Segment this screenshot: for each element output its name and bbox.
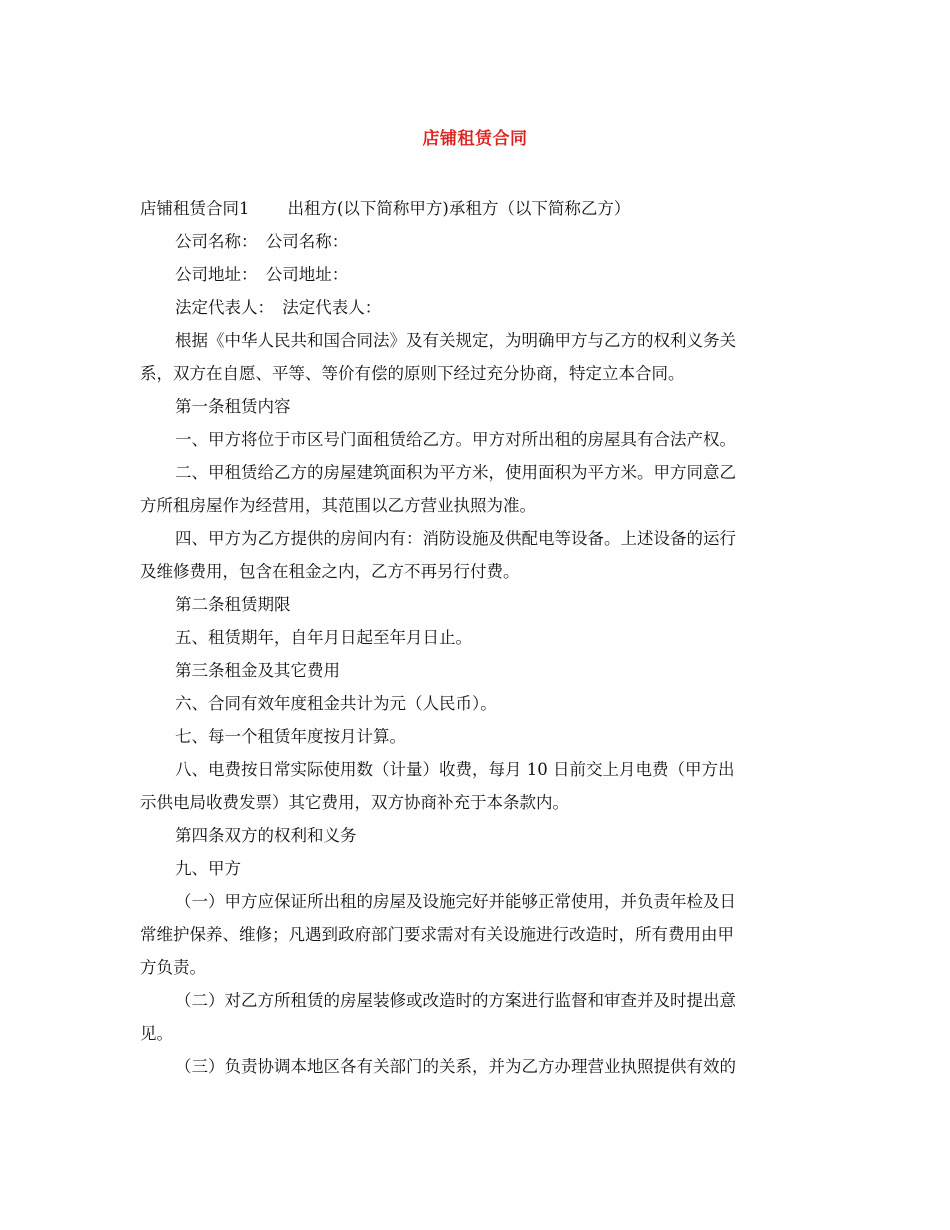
section-heading: 第四条双方的权利和义务: [175, 826, 357, 845]
section-heading: 第一条租赁内容: [175, 397, 291, 416]
document-header-line: [140, 192, 812, 225]
paragraph-line: 一、甲方将位于市区号门面租赁给乙方。甲方对所出租的房屋具有合法产权。: [175, 430, 736, 449]
paragraph-line: 五、租赁期年，自年月日起至年月日止。: [175, 628, 472, 647]
paragraph-line: 公司名称： 公司名称：: [175, 232, 349, 251]
paragraph-line: 六、合同有效年度租金共计为元（人民币）。: [175, 694, 497, 713]
section-heading: 第二条租赁期限: [175, 595, 291, 614]
document-body: [140, 192, 812, 1083]
paragraph-line: 示供电局收费发票）其它费用，双方协商补充于本条款内。: [140, 793, 569, 812]
paragraph-line: 方所租房屋作为经营用，其范围以乙方营业执照为准。: [140, 496, 536, 515]
paragraph-line: 九、甲方: [175, 859, 241, 878]
paragraph-line: 常维护保养、维修；凡遇到政府部门要求需对有关设施进行改造时，所有费用由甲: [140, 925, 734, 944]
paragraph-line: （一）甲方应保证所出租的房屋及设施完好并能够正常使用，并负责年检及日: [175, 892, 736, 911]
paragraph-line: 系，双方在自愿、平等、等价有偿的原则下经过充分协商，特定立本合同。: [140, 364, 685, 383]
paragraph-line: 八、电费按日常实际使用数（计量）收费，每月 10 日前交上月电费（甲方出: [175, 760, 735, 779]
paragraph-line: 二、甲租赁给乙方的房屋建筑面积为平方米，使用面积为平方米。甲方同意乙: [175, 463, 736, 482]
paragraph-line: 四、甲方为乙方提供的房间内有：消防设施及供配电等设备。上述设备的运行: [175, 529, 736, 548]
document-title: 店铺租赁合同: [422, 129, 528, 149]
paragraph-line: （三）负责协调本地区各有关部门的关系，并为乙方办理营业执照提供有效的: [175, 1057, 736, 1076]
paragraph-line: 七、每一个租赁年度按月计算。: [175, 727, 406, 746]
paragraph-line: 见。: [140, 1024, 173, 1043]
paragraph-line: 法定代表人： 法定代表人：: [175, 298, 382, 317]
section-heading: 第三条租金及其它费用: [175, 661, 340, 680]
header-left-text: 店铺租赁合同1: [140, 199, 250, 218]
paragraph-line: 根据《中华人民共和国合同法》及有关规定，为明确甲方与乙方的权利义务关: [175, 331, 736, 350]
paragraph-line: （二）对乙方所租赁的房屋装修或改造时的方案进行监督和审查并及时提出意: [175, 991, 736, 1010]
paragraph-line: 及维修费用，包含在租金之内，乙方不再另行付费。: [140, 562, 520, 581]
header-right-text: 出租方(以下简称甲方)承租方（以下简称乙方）: [287, 199, 631, 218]
paragraph-line: 公司地址： 公司地址：: [175, 265, 349, 284]
paragraph-line: 方负责。: [140, 958, 206, 977]
